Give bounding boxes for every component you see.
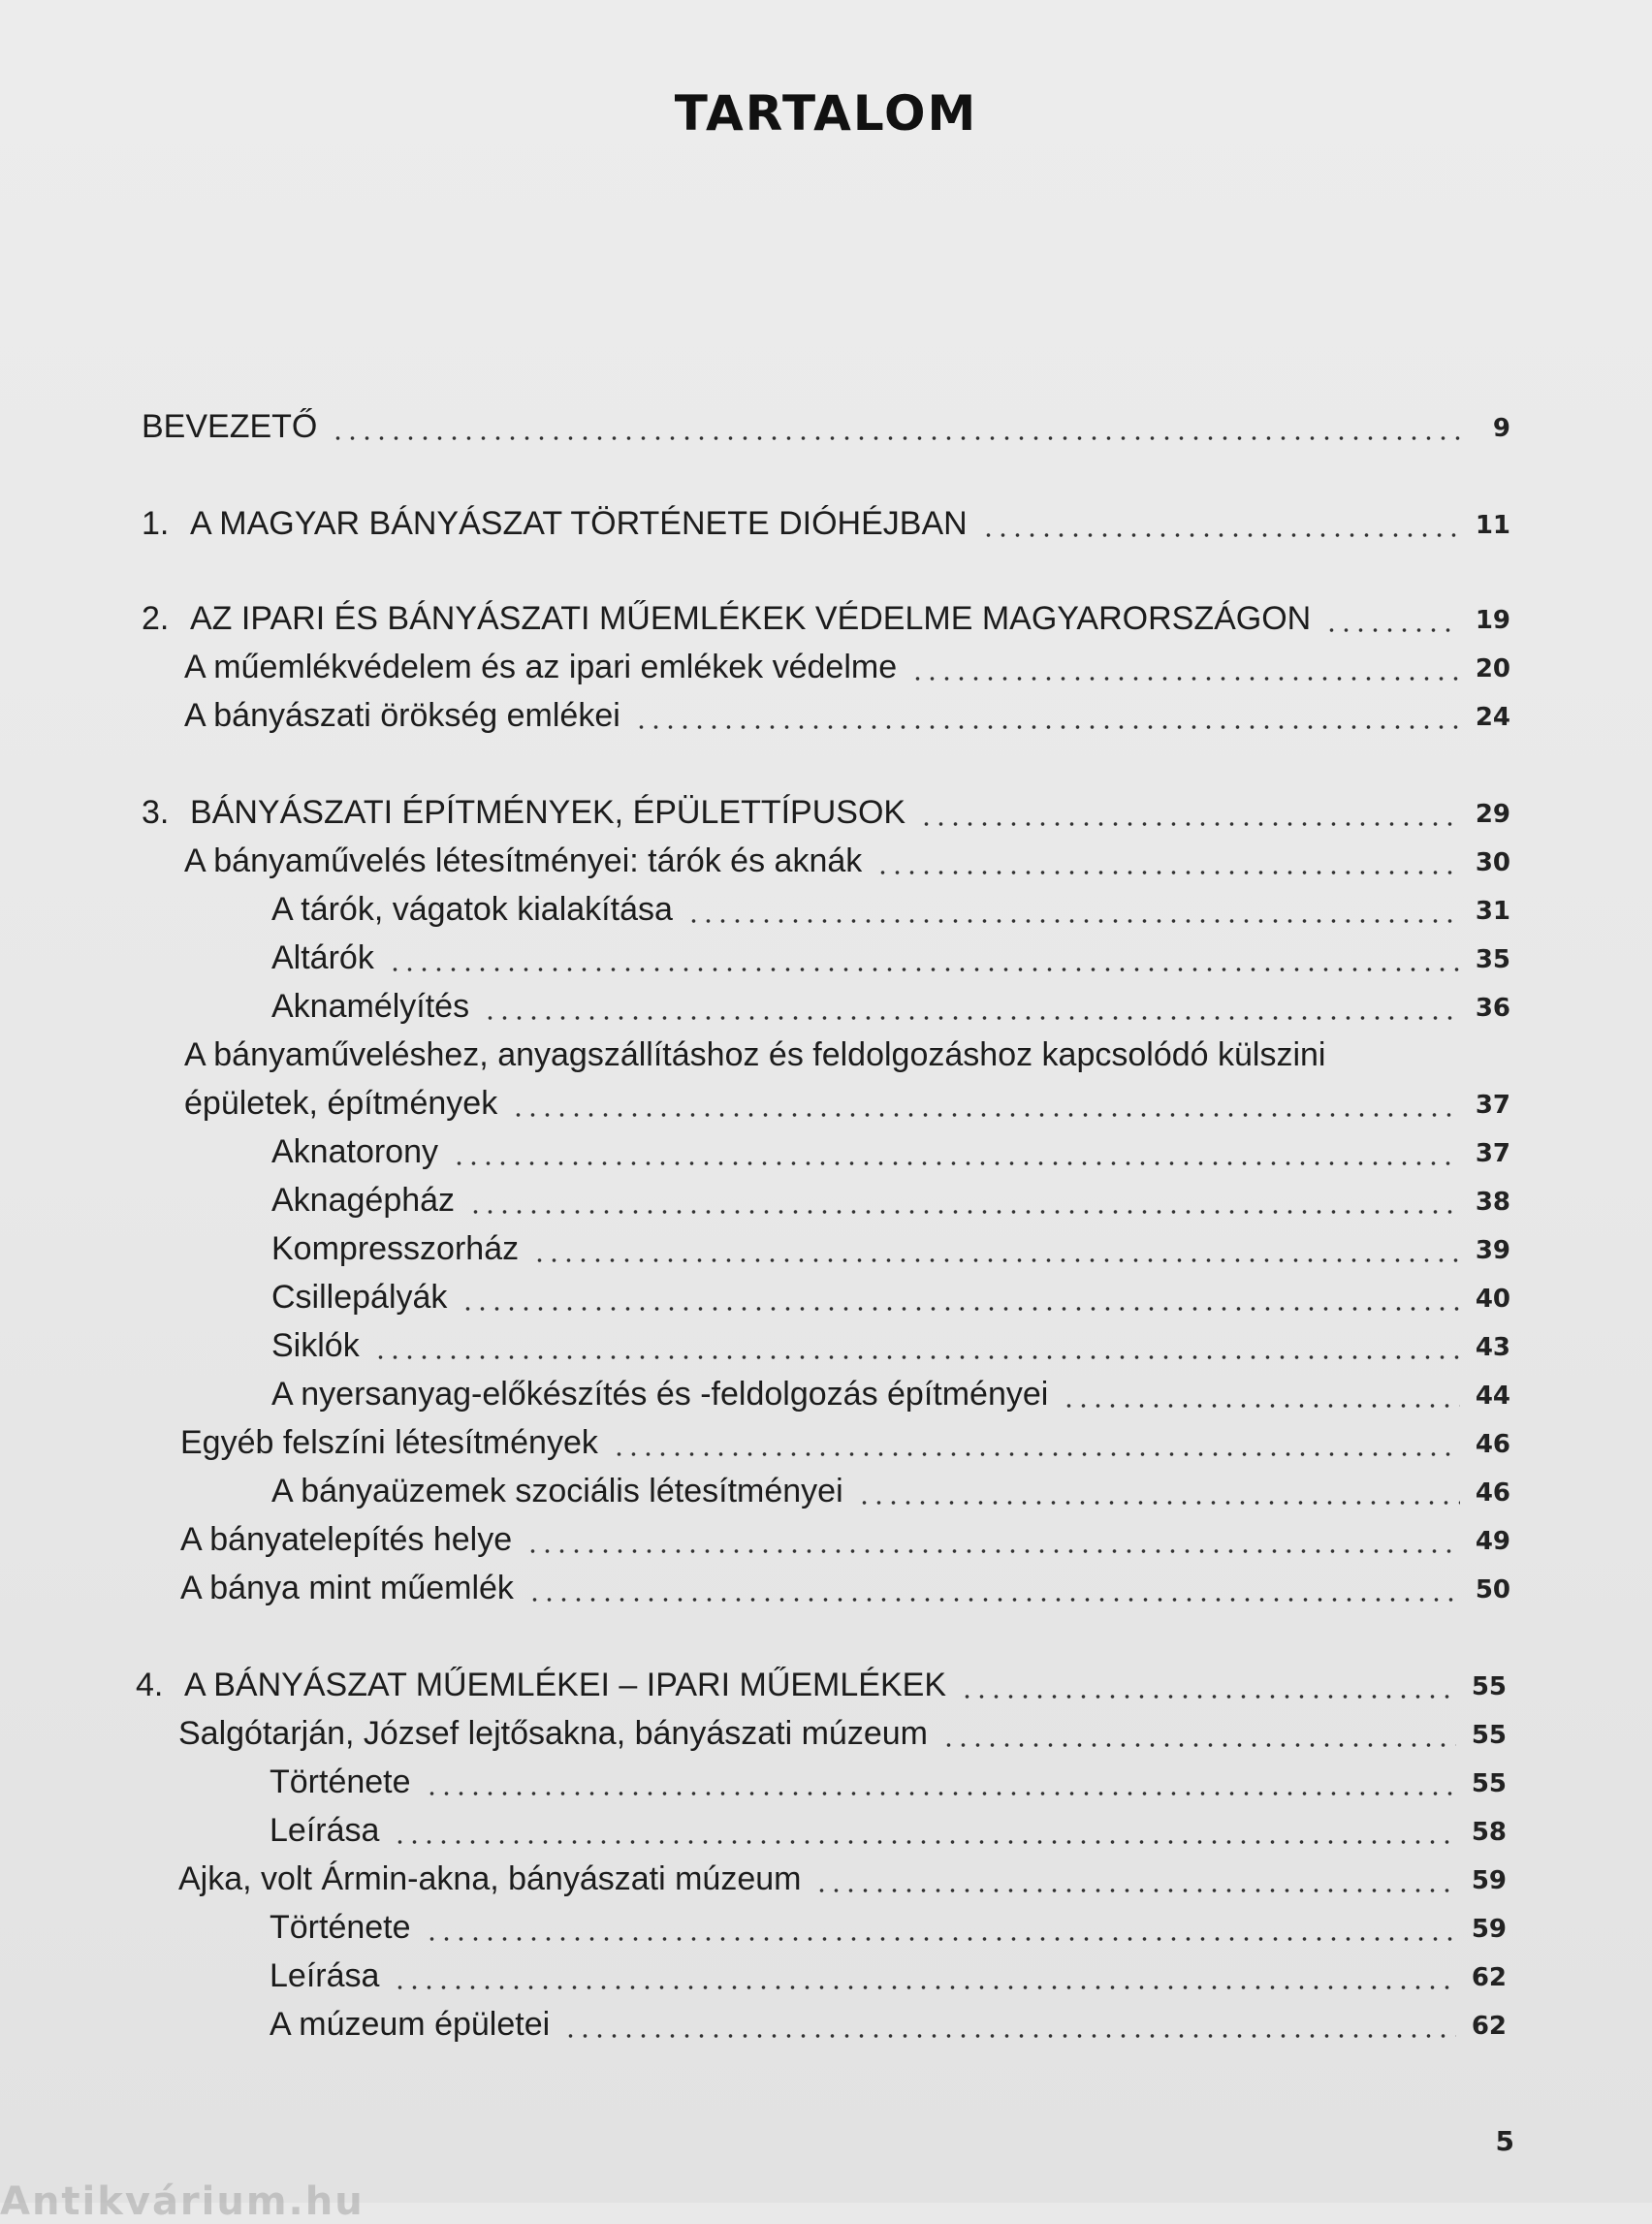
toc-entry: [270, 1999, 1507, 2048]
toc-label: Salgótarján, József lejtősakna, bányászati múzeum: [178, 1715, 928, 1752]
toc-page-number: 36: [1475, 994, 1510, 1023]
toc-page-number: 59: [1471, 1866, 1507, 1895]
dot-leader: [1062, 1404, 1460, 1408]
chapter-number: 1.: [142, 505, 170, 542]
toc-label: Egyéb felszíni létesítmények: [180, 1424, 598, 1461]
dot-leader: [910, 677, 1460, 681]
dot-leader: [919, 822, 1460, 826]
toc-label: Aknagépház: [271, 1182, 456, 1219]
toc-label: épületek, építmények: [184, 1085, 498, 1122]
toc-entry: [271, 1272, 1510, 1320]
dot-leader: [331, 436, 1460, 440]
dot-leader: [425, 1937, 1456, 1941]
toc-label: BEVEZETŐ: [142, 408, 318, 445]
toc-page-number: 43: [1475, 1333, 1510, 1362]
dot-leader: [960, 1695, 1456, 1699]
toc-entry: [142, 498, 1510, 547]
toc-page-number: 55: [1471, 1721, 1507, 1750]
toc-label: Története: [270, 1909, 411, 1946]
toc-label: A bányatelepítés helye: [180, 1521, 513, 1558]
dot-leader: [468, 1210, 1460, 1214]
toc-label: A MAGYAR BÁNYÁSZAT TÖRTÉNETE DIÓHÉJBAN: [190, 505, 968, 542]
toc-label: A bányaműveléshez, anyagszállításhoz és feldolgozáshoz kapcsolódó külszini: [184, 1036, 1326, 1073]
toc-page-number: 62: [1471, 2012, 1507, 2041]
toc-entry: [271, 1320, 1510, 1369]
toc-label: Leírása: [270, 1957, 380, 1994]
toc-page-number: 40: [1475, 1285, 1510, 1314]
toc-entry: [271, 1466, 1510, 1514]
toc-page-number: 50: [1475, 1575, 1510, 1604]
toc-entry: [178, 1708, 1507, 1757]
toc-label: A műemlékvédelem és az ipari emlékek védelme: [184, 649, 898, 685]
toc-label: A tárók, vágatok kialakítása: [271, 891, 673, 928]
toc-entry: [270, 1757, 1507, 1805]
toc-page-number: 58: [1471, 1818, 1507, 1847]
dot-leader: [857, 1501, 1460, 1505]
dot-leader: [875, 871, 1460, 874]
toc-entry: [184, 690, 1510, 739]
toc-page-number: 49: [1475, 1527, 1510, 1556]
toc-page-number: 19: [1475, 606, 1510, 635]
toc-page-number: 46: [1475, 1478, 1510, 1508]
toc-label: AZ IPARI ÉS BÁNYÁSZATI MŰEMLÉKEK VÉDELME MAGYARORSZÁGON: [190, 600, 1312, 637]
page-title: TARTALOM: [674, 85, 978, 142]
toc-entry: [271, 1127, 1510, 1175]
dot-leader: [941, 1743, 1456, 1747]
toc-page-number: 9: [1492, 414, 1510, 443]
toc-label: A BÁNYÁSZAT MŰEMLÉKEI – IPARI MŰEMLÉKEK: [184, 1667, 947, 1703]
toc-page-number: 55: [1471, 1769, 1507, 1798]
dot-leader: [461, 1307, 1460, 1311]
dot-leader: [563, 2034, 1456, 2038]
toc-entry: [270, 1902, 1507, 1951]
toc-label: A bányaművelés létesítményei: tárók és aknák: [184, 842, 863, 879]
toc-label: A nyersanyag-előkészítés és -feldolgozás építményei: [271, 1376, 1049, 1413]
toc-page-number: 30: [1475, 848, 1510, 877]
dot-leader: [483, 1016, 1460, 1020]
toc-entry: [271, 884, 1510, 933]
toc-label: Siklók: [271, 1327, 360, 1364]
toc-label: Altárók: [271, 939, 374, 976]
toc-label: A bányászati örökség emlékei: [184, 697, 620, 734]
toc-page-number: 39: [1475, 1236, 1510, 1265]
toc-page-number: 24: [1475, 703, 1510, 732]
dot-leader: [814, 1889, 1456, 1892]
dot-leader: [686, 919, 1460, 923]
toc-page-number: 20: [1475, 654, 1510, 683]
dot-leader: [373, 1355, 1460, 1359]
toc-label: Története: [270, 1763, 411, 1800]
toc-entry: [271, 933, 1510, 981]
dot-leader: [388, 968, 1460, 971]
toc-page-number: 37: [1475, 1091, 1510, 1120]
chapter-number: 4.: [136, 1667, 164, 1703]
chapter-number: 3.: [142, 794, 170, 831]
toc-page-number: 46: [1475, 1430, 1510, 1459]
toc-entry: [178, 1854, 1507, 1902]
dot-leader: [425, 1792, 1456, 1795]
toc-label: A bánya mint műemlék: [180, 1570, 514, 1606]
dot-leader: [1324, 628, 1460, 632]
toc-page-number: 31: [1475, 897, 1510, 926]
page-number: 5: [1495, 2125, 1514, 2157]
toc-page-number: 59: [1471, 1915, 1507, 1944]
toc-label: Aknatorony: [271, 1133, 438, 1170]
toc-entry: [184, 836, 1510, 884]
toc-label: A múzeum épületei: [270, 2006, 551, 2043]
toc-entry-line1: [184, 1030, 1510, 1078]
toc-entry: [270, 1805, 1507, 1854]
toc-entry: [180, 1417, 1510, 1466]
dot-leader: [452, 1161, 1460, 1165]
toc-page-number: 55: [1471, 1672, 1507, 1701]
toc-entry: [184, 642, 1510, 690]
dot-leader: [525, 1549, 1460, 1553]
toc-entry: [142, 593, 1510, 642]
toc-page-number: 38: [1475, 1188, 1510, 1217]
toc-entry: [142, 401, 1510, 450]
toc-label: BÁNYÁSZATI ÉPÍTMÉNYEK, ÉPÜLETTÍPUSOK: [190, 794, 906, 831]
toc-label: A bányaüzemek szociális létesítményei: [271, 1473, 843, 1509]
toc-label: Kompresszorház: [271, 1230, 520, 1267]
dot-leader: [511, 1113, 1460, 1117]
dot-leader: [612, 1452, 1460, 1456]
dot-leader: [634, 725, 1460, 729]
toc-page-number: 44: [1475, 1382, 1510, 1411]
toc-entry: [271, 1369, 1510, 1417]
toc-entry: [180, 1563, 1510, 1611]
dot-leader: [527, 1598, 1460, 1602]
toc-entry: [270, 1951, 1507, 1999]
dot-leader: [393, 1840, 1456, 1844]
toc-label: Aknamélyítés: [271, 988, 470, 1025]
toc-entry: [271, 1223, 1510, 1272]
dot-leader: [393, 1986, 1456, 1989]
toc-entry: [142, 787, 1510, 836]
toc-page-number: 35: [1475, 945, 1510, 974]
toc-page-number: 11: [1475, 511, 1510, 540]
toc-page-number: 62: [1471, 1963, 1507, 1992]
chapter-number: 2.: [142, 600, 170, 637]
toc-entry: [271, 981, 1510, 1030]
toc-label: Csillepályák: [271, 1279, 448, 1316]
toc-page-number: 37: [1475, 1139, 1510, 1168]
dot-leader: [532, 1258, 1460, 1262]
dot-leader: [981, 533, 1460, 537]
toc-entry: [180, 1514, 1510, 1563]
toc-entry: [271, 1175, 1510, 1223]
toc-entry: [136, 1660, 1507, 1708]
toc-page-number: 29: [1475, 800, 1510, 829]
toc-label: Leírása: [270, 1812, 380, 1849]
toc-label: Ajka, volt Ármin-akna, bányászati múzeum: [178, 1860, 802, 1897]
toc-entry: [184, 1078, 1510, 1127]
watermark: Antikvárium.hu: [0, 2179, 365, 2224]
